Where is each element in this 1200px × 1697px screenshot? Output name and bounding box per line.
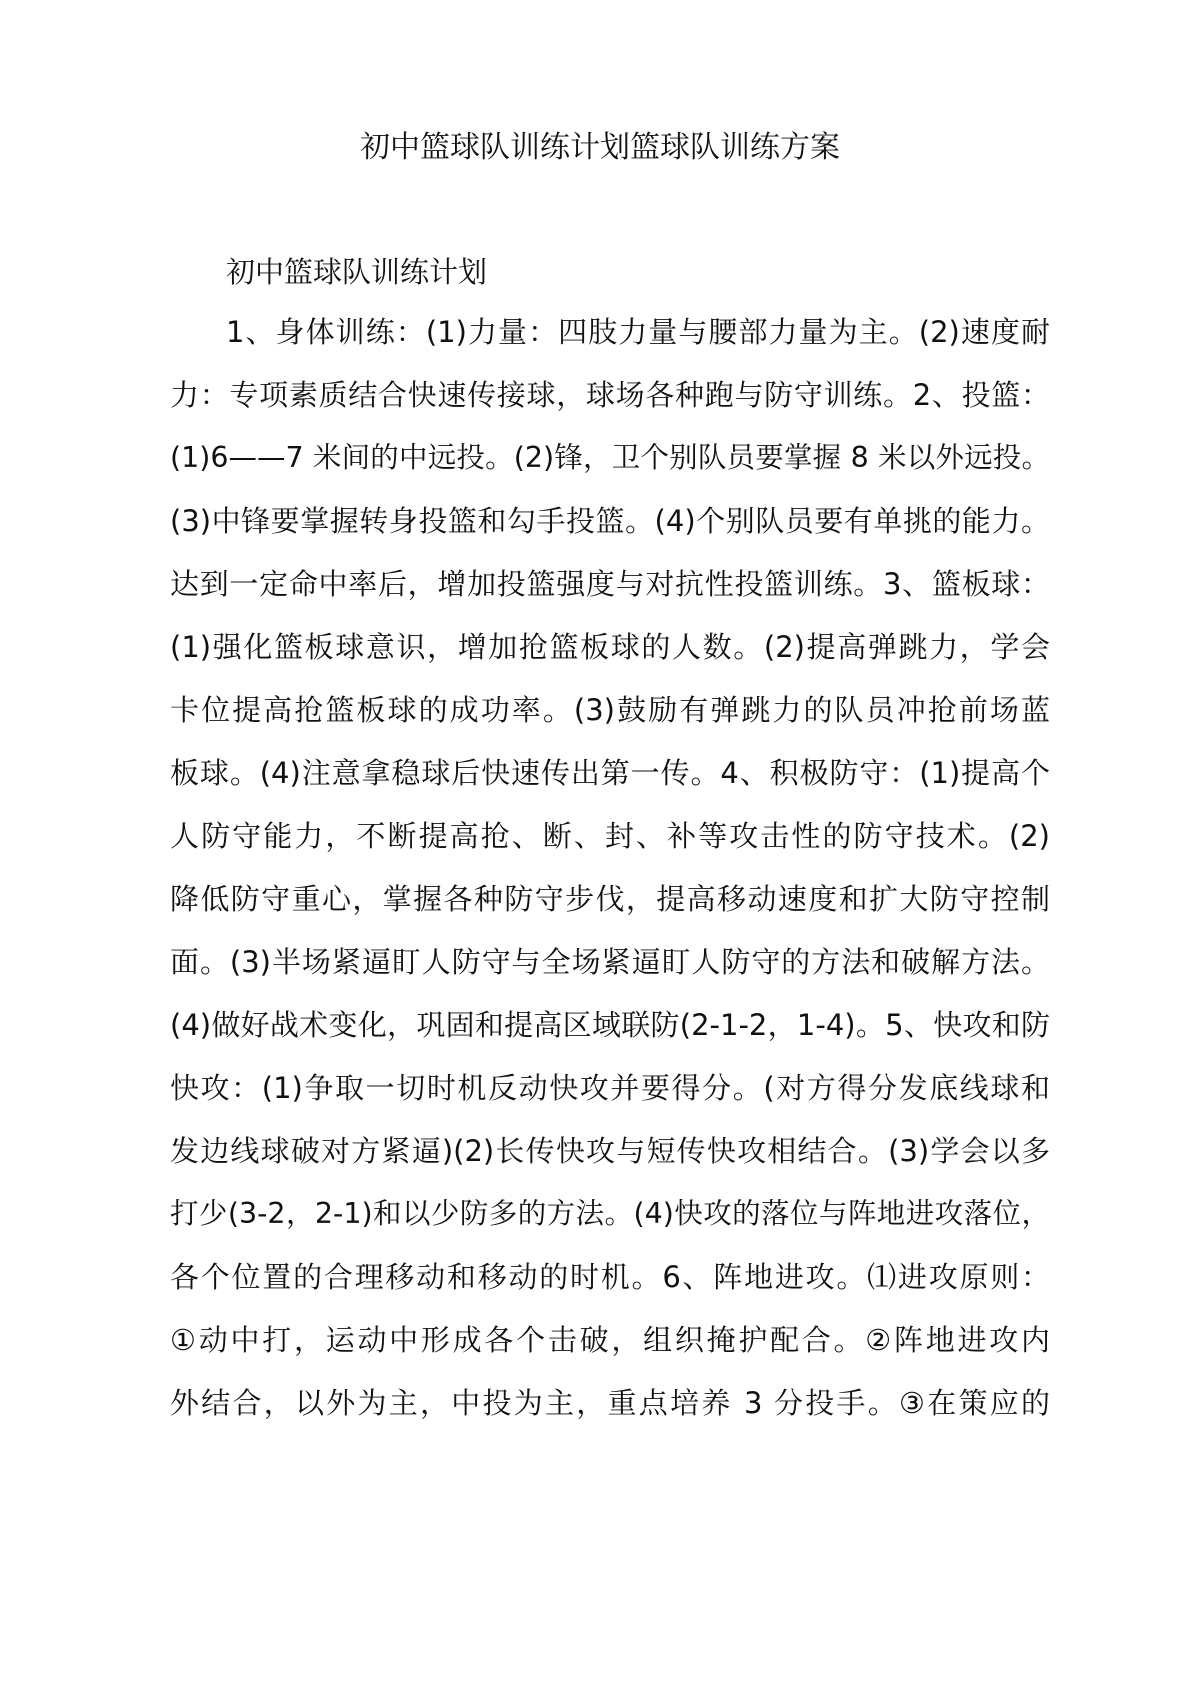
document-subtitle: 初中篮球队训练计划 xyxy=(226,255,488,289)
body-line-17: ①动中打，运动中形成各个击破，组织掩护配合。②阵地进攻内 xyxy=(170,1323,1050,1357)
body-line-11: 面。(3)半场紧逼盯人防守与全场紧逼盯人防守的方法和破解方法。 xyxy=(170,945,1050,979)
body-line-1: 1、身体训练：(1)力量：四肢力量与腰部力量为主。(2)速度耐 xyxy=(226,315,1050,349)
body-line-3: (1)6——7 米间的中远投。(2)锋，卫个别队员要掌握 8 米以外远投。 xyxy=(170,441,1050,474)
body-line-9: 人防守能力，不断提高抢、断、封、补等攻击性的防守技术。(2) xyxy=(170,819,1050,853)
body-line-13: 快攻：(1)争取一切时机反动快攻并要得分。(对方得分发底线球和 xyxy=(170,1071,1050,1105)
body-line-4: (3)中锋要掌握转身投篮和勾手投篮。(4)个别队员要有单挑的能力。 xyxy=(170,504,1050,538)
body-line-15: 打少(3-2，2-1)和以少防多的方法。(4)快攻的落位与阵地进攻落位， xyxy=(170,1197,1050,1230)
body-line-5: 达到一定命中率后，增加投篮强度与对抗性投篮训练。3、篮板球： xyxy=(170,567,1050,601)
body-line-18: 外结合，以外为主，中投为主，重点培养 3 分投手。③在策应的 xyxy=(170,1386,1050,1420)
body-line-8: 板球。(4)注意拿稳球后快速传出第一传。4、积极防守：(1)提高个 xyxy=(170,756,1050,790)
document-title: 初中篮球队训练计划篮球队训练方案 xyxy=(360,130,840,165)
body-line-16: 各个位置的合理移动和移动的时机。6、阵地进攻。⑴进攻原则： xyxy=(170,1260,1050,1294)
body-line-2: 力：专项素质结合快速传接球，球场各种跑与防守训练。2、投篮： xyxy=(170,378,1050,412)
body-line-6: (1)强化篮板球意识，增加抢篮板球的人数。(2)提高弹跳力，学会 xyxy=(170,630,1050,664)
body-line-7: 卡位提高抢篮板球的成功率。(3)鼓励有弹跳力的队员冲抢前场蓝 xyxy=(170,693,1050,727)
body-line-12: (4)做好战术变化，巩固和提高区域联防(2-1-2，1-4)。5、快攻和防 xyxy=(170,1008,1050,1042)
body-line-10: 降低防守重心，掌握各种防守步伐，提高移动速度和扩大防守控制 xyxy=(170,882,1050,916)
body-line-14: 发边线球破对方紧逼)(2)长传快攻与短传快攻相结合。(3)学会以多 xyxy=(170,1134,1050,1168)
